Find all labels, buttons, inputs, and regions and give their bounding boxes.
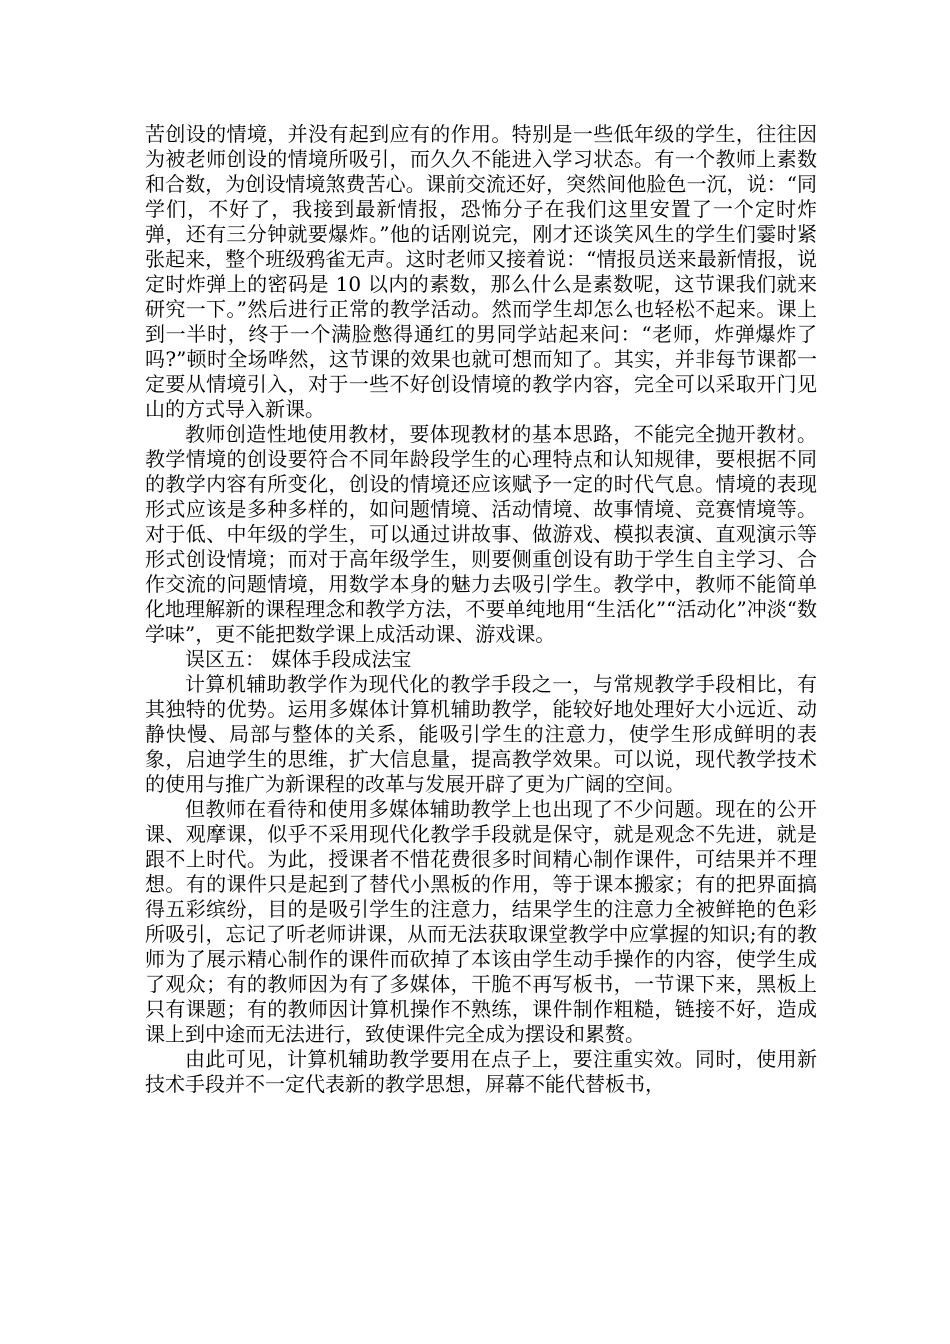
paragraph-5: 但教师在看待和使用多媒体辅助教学上也出现了不少问题。现在的公开课、观摩课，似乎不采用现代化教学手段就是保守，就是观念不先进，就是跟不上时代。为此，授课者不惜花费很多时间精心制作课件，可结果并不理想。有的课件只是起到了替代小黑板的作用，等于课本搬家；有的把界面搞得五彩缤纷，目的是吸引学生的注意力，结果学生的注意力全被鲜艳的色彩所吸引，忘记了听老师讲课，从而无法获取课堂教学中应掌握的知识;有的教师为了展示精心制作的课件而砍掉了本该由学生动手操作的内容，使学生成了观众；有的教师因为有了多媒体，干脆不再写板书，一节课下来，黑板上只有课题；有的教师因计算机操作不熟练，课件制作粗糙，链接不好，造成课上到中途而无法进行，致使课件完全成为摆设和累赘。 (145, 797, 817, 1046)
paragraph-6: 由此可见，计算机辅助教学要用在点子上，要注重实效。同时，使用新技术手段并不一定代表新的教学思想，屏幕不能代替板书， (145, 1047, 817, 1096)
section-heading-mistake-five: 误区五： 媒体手段成法宝 (185, 647, 412, 671)
paragraph-4: 计算机辅助教学作为现代化的教学手段之一，与常规教学手段相比，有其独特的优势。运用多媒体计算机辅助教学，能较好地处理好大小远近、动静快慢、局部与整体的关系，能吸引学生的注意力，使学生形成鲜明的表象，启迪学生的思维，扩大信息量，提高教学效果。可以说，现代教学技术的使用与推广为新课程的改革与发展开辟了更为广阔的空间。 (145, 672, 817, 796)
document-page (145, 122, 817, 1097)
paragraph-1: 苦创设的情境，并没有起到应有的作用。特别是一些低年级的学生，往往因为被老师创设的情境所吸引，而久久不能进入学习状态。有一个教师上素数和合数，为创设情境煞费苦心。课前交流还好，突然间他脸色一沉，说：“同学们，不好了，我接到最新情报，恐怖分子在我们这里安置了一个定时炸弹，还有三分钟就要爆炸。”他的话刚说完，刚才还谈笑风生的学生们霎时紧张起来，整个班级鸦雀无声。这时老师又接着说：“情报员送来最新情报，说定时炸弹上的密码是 10 以内的素数，那么什么是素数呢，这节课我们就来研究一下。”然后进行正常的教学活动。然而学生却怎么也轻松不起来。课上到一半时，终于一个满脸憋得通红的男同学站起来问：“老师，炸弹爆炸了吗?”顿时全场哗然，这节课的效果也就可想而知了。其实，并非每节课都一定要从情境引入，对于一些不好创设情境的教学内容，完全可以采取开门见山的方式导入新课。 (145, 122, 817, 421)
paragraph-2: 教师创造性地使用教材，要体现教材的基本思路，不能完全抛开教材。教学情境的创设要符合不同年龄段学生的心理特点和认知规律，要根据不同的教学内容有所变化，创设的情境还应该赋予一定的时代气息。情境的表现形式应该是多种多样的，如问题情境、活动情境、故事情境、竞赛情境等。对于低、中年级的学生，可以通过讲故事、做游戏、模拟表演、直观演示等形式创设情境；而对于高年级学生，则要侧重创设有助于学生自主学习、合作交流的问题情境，用数学本身的魅力去吸引学生。教学中，教师不能简单化地理解新的课程理念和教学方法，不要单纯地用“生活化”“活动化”冲淡“数学味”，更不能把数学课上成活动课、游戏课。 (145, 422, 817, 646)
